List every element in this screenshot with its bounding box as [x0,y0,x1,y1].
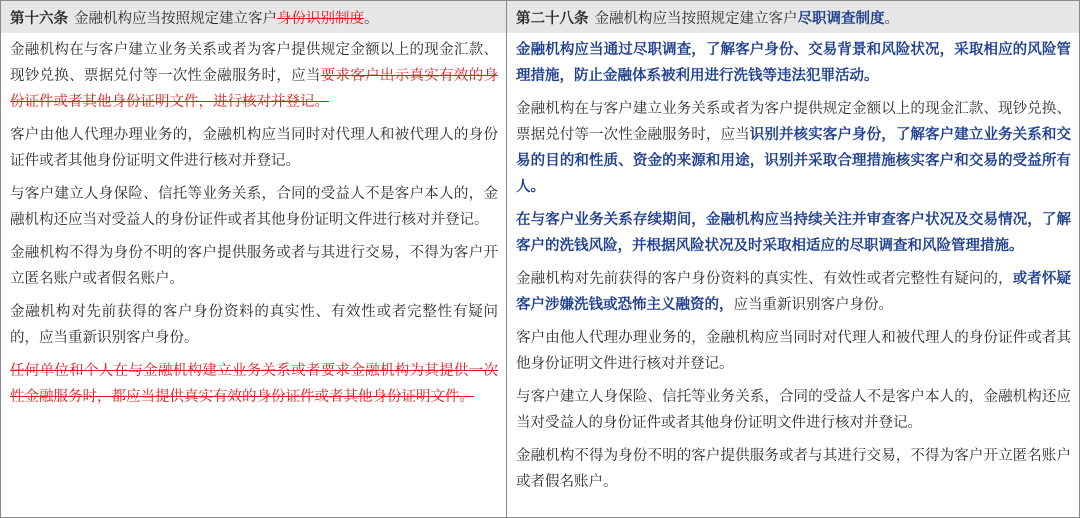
old-paragraph-2 [10,122,498,174]
old-article-header [1,1,506,33]
inserted-text: 在与客户业务关系存续期间，金融机构应当持续关注并审查客户状况及交易情况，了解客户的洗钱风险，并根据风险状况及时采取相适应的尽职调查和风险管理措施。 [516,211,1071,254]
old-article-column [1,1,507,517]
paragraph-text: 金融机构在与客户建立业务关系或者为客户提供规定金额以上的现金汇款、现钞兑换、票据兑付等一次性金融服务时，应当 [10,42,498,84]
paragraph-text: 金融机构对先前获得的客户身份资料的真实性、有效性或者完整性有疑问的， [516,271,1013,287]
old-article-number: 第十六条 [10,11,68,27]
old-paragraph-4 [10,240,498,292]
new-header-end: 。 [884,11,899,27]
paragraph-text: 金融机构在与客户建立业务关系或者为客户提供规定金额以上的现金汇款、现钞兑换、票据兑付等一次性金融服务时，应当 [516,101,1071,143]
old-header-deleted: 身份识别制度 [277,11,364,27]
new-article-column [507,1,1079,517]
new-paragraph-7 [516,443,1071,495]
new-paragraph-3 [516,207,1071,259]
paragraph-text: 金融机构对先前获得的客户身份资料的真实性、有效性或者完整性有疑问的，应当重新识别客户身份。 [10,304,498,346]
new-header-text: 金融机构应当按照规定建立客户 [594,11,798,27]
new-paragraph-6 [516,384,1071,436]
paragraph-text: 客户由他人代理办理业务的，金融机构应当同时对代理人和被代理人的身份证件或者其他身份证明文件进行核对并登记。 [516,330,1071,372]
paragraph-text: 金融机构不得为身份不明的客户提供服务或者与其进行交易，不得为客户开立匿名账户或者假名账户。 [10,245,498,287]
paragraph-text: 客户由他人代理办理业务的，金融机构应当同时对代理人和被代理人的身份证件或者其他身份证明文件进行核对并登记。 [10,127,498,169]
old-header-end: 。 [364,11,379,27]
new-article-number: 第二十八条 [516,11,589,27]
new-paragraph-5 [516,325,1071,377]
new-article-header [507,1,1079,33]
paragraph-text: 与客户建立人身保险、信托等业务关系，合同的受益人不是客户本人的，金融机构还应当对受益人的身份证件或者其他身份证明文件进行核对并登记。 [516,389,1071,431]
old-paragraph-6 [10,358,498,410]
inserted-text: 识别并核实客户身份，了解客户建立业务关系和交易的目的和性质、资金的来源和用途，识别并采取合理措施核实客户和交易的受益所有人。 [516,126,1072,195]
inserted-text: 或者怀疑客户涉嫌洗钱或恐怖主义融资的， [516,270,1072,313]
paragraph-text: 金融机构不得为身份不明的客户提供服务或者与其进行交易，不得为客户开立匿名账户或者假名账户。 [516,448,1071,490]
new-header-inserted: 尽职调查制度 [797,10,885,27]
old-paragraph-1 [10,37,498,115]
deleted-text: 要求客户出示真实有效的身份证件或者其他身份证明文件，进行核对并登记。 [10,68,498,110]
new-paragraph-1 [516,37,1071,89]
deleted-text: 任何单位和个人在与金融机构建立业务关系或者要求金融机构为其提供一次性金融服务时，都应当提供真实有效的身份证件或者其他身份证明文件。 [10,363,498,405]
old-paragraph-5 [10,299,498,351]
inserted-text: 金融机构应当通过尽职调查，了解客户身份、交易背景和风险状况，采取相应的风险管理措施，防止金融体系被利用进行洗钱等违法犯罪活动。 [516,41,1071,84]
old-paragraph-3 [10,181,498,233]
new-paragraph-4 [516,266,1071,318]
new-paragraph-2 [516,96,1071,200]
old-header-text: 金融机构应当按照规定建立客户 [74,11,277,27]
paragraph-text: 与客户建立人身保险、信托等业务关系，合同的受益人不是客户本人的，金融机构还应当对受益人的身份证件或者其他身份证明文件进行核对并登记。 [10,186,498,228]
paragraph-text: 应当重新识别客户身份。 [733,297,893,313]
old-article-body [1,33,506,410]
new-article-body [507,33,1079,495]
